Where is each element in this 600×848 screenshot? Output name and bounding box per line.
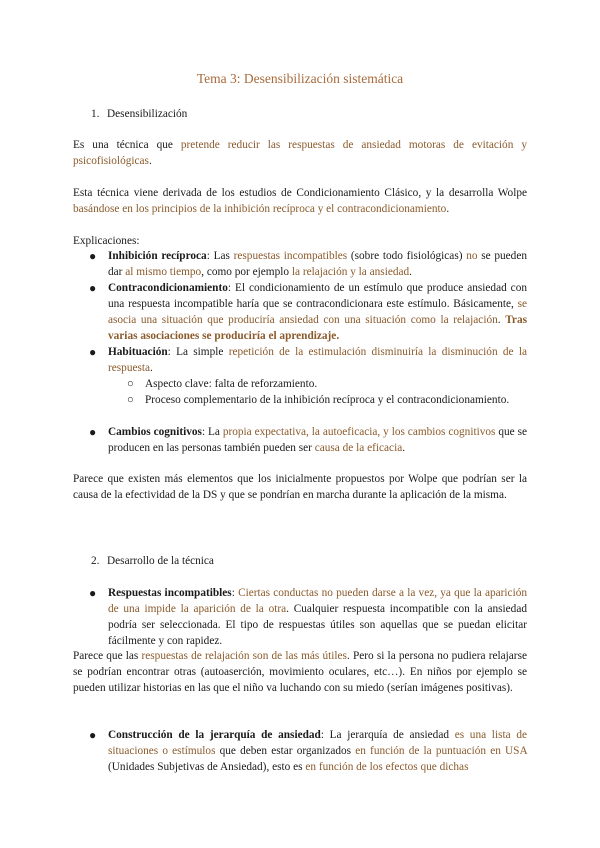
text: Aspecto clave: falta de reforzamiento. — [145, 378, 318, 390]
list-item-respuestas-incompatibles — [89, 585, 527, 649]
section-label: Desensibilización — [107, 108, 188, 120]
list-item-cambios-cognitivos — [89, 424, 527, 456]
section-label: Desarrollo de la técnica — [107, 555, 214, 567]
text: . — [446, 203, 450, 215]
text: : La simple — [167, 346, 229, 358]
paragraph-conclusion: Parece que existen más elementos que los inicialmente propuestos por Wolpe que podrían ser la causa de la efectividad de la DS y que se pondrían en marcha durante la aplicación de la misma. — [73, 473, 527, 501]
list-item-habituacion — [89, 344, 527, 376]
section-number: 2. — [91, 555, 100, 567]
text: . — [148, 155, 152, 167]
circle-bullet-icon: ○ — [127, 378, 134, 390]
text: (sobre todo fisiológicas) — [347, 250, 467, 262]
list-item-contracondicionamiento — [89, 280, 527, 344]
text: , como por ejemplo — [201, 266, 292, 278]
text: se pueden dar — [108, 250, 527, 278]
text: . Pero si la persona no pudiera relajarse se podrían encontrar otras (autoaserción, movimiento oculares, etc…). En niños por ejemplo se pueden utilizar historias en las que el niño va luchando con su miedo (serían imágenes positivas). — [73, 650, 527, 694]
list-item-inhibicion — [89, 248, 527, 280]
highlighted-text: respuestas de relajación son de las más útiles — [141, 650, 347, 662]
text: : La — [201, 426, 223, 438]
paragraph-relajacion — [73, 648, 527, 696]
text: : La jerarquía de ansiedad — [320, 729, 455, 741]
highlighted-text: al mismo tiempo — [125, 266, 202, 278]
bullet-icon: ● — [89, 345, 97, 359]
text: que deben estar organizados — [215, 745, 356, 757]
highlighted-text: no — [466, 250, 478, 262]
text: . — [402, 442, 406, 454]
circle-bullet-icon: ○ — [127, 394, 134, 406]
text: Parece que las — [73, 650, 142, 662]
highlighted-text: en función de la puntuación en USA — [355, 745, 527, 757]
text: Proceso complementario de la inhibición recíproca y el contracondicionamiento. — [145, 394, 510, 406]
highlighted-text: en función de los efectos que dichas — [305, 761, 469, 773]
text: que se producen en las personas también pueden ser — [108, 426, 527, 454]
highlighted-text: propia expectativa, la autoeficacia, y los cambios cognitivos — [222, 426, 496, 438]
highlighted-text: es una lista de situaciones o estímulos — [108, 729, 527, 757]
highlighted-text: basándose en los principios de la inhibición recíproca y el contracondicionamiento — [73, 203, 447, 215]
section-heading-1 — [91, 106, 187, 122]
text: Es una técnica que — [73, 139, 181, 151]
bullet-icon: ● — [89, 728, 97, 742]
highlighted-text: pretende reducir las respuestas de ansiedad motoras de evitación y psicofisiológicas — [73, 139, 527, 167]
item-term: Cambios cognitivos — [108, 426, 202, 438]
item-term: Contracondicionamiento — [108, 282, 228, 294]
text: Esta técnica viene derivada de los estudios de Condicionamiento Clásico, y la desarrolla Wolpe — [73, 187, 527, 199]
text: : Las — [206, 250, 234, 262]
text: . Cualquier respuesta incompatible con la ansiedad podría ser seleccionada. El tipo de respuestas útiles son aquellas que se puedan elicitar fácilmente y con rapidez. — [108, 603, 527, 647]
paragraph-intro — [73, 137, 527, 169]
highlighted-text: causa de la eficacia — [314, 442, 403, 454]
text: . — [409, 266, 412, 278]
bullet-icon: ● — [89, 586, 97, 600]
highlighted-text: se asocia una situación que produciría ansiedad con una situación como la relajación — [108, 298, 527, 326]
sub-list-item — [127, 376, 527, 392]
bullet-icon: ● — [89, 249, 97, 263]
item-term: Construcción de la jerarquía de ansiedad — [108, 729, 321, 741]
text: : El condicionamiento de un estímulo que produce ansiedad con una respuesta incompatible haría que se contracondicionara este estímulo. Básicamente, — [108, 282, 527, 310]
highlighted-text: respuestas incompatibles — [233, 250, 348, 262]
paragraph-origin — [73, 185, 527, 217]
item-term: Respuestas incompatibles — [108, 587, 232, 599]
highlighted-text: repetición de la estimulación disminuiría la disminución de la respuesta — [108, 346, 527, 374]
list-item-jerarquia — [89, 727, 527, 775]
text: : — [231, 587, 239, 599]
text: . — [497, 314, 506, 326]
highlighted-text: Ciertas conductas no pueden darse a la vez, ya que la aparición de una impide la aparición de la otra — [108, 587, 527, 615]
text: . — [150, 362, 153, 374]
text: (Unidades Subjetivas de Ansiedad), esto es — [108, 761, 306, 773]
page-title: Tema 3: Desensibilización sistemática — [196, 71, 404, 86]
section-heading-2 — [91, 553, 214, 569]
sub-list-item — [127, 392, 527, 408]
highlighted-bold-text: Tras varias asociaciones se produciría el aprendizaje. — [108, 314, 527, 342]
item-term: Habituación — [108, 346, 168, 358]
section-number: 1. — [91, 108, 100, 120]
highlighted-text: la relajación y la ansiedad — [291, 266, 410, 278]
item-term: Inhibición recíproca — [108, 250, 207, 262]
explicaciones-label: Explicaciones: — [73, 235, 140, 247]
bullet-icon: ● — [89, 281, 97, 295]
bullet-icon: ● — [89, 425, 97, 439]
